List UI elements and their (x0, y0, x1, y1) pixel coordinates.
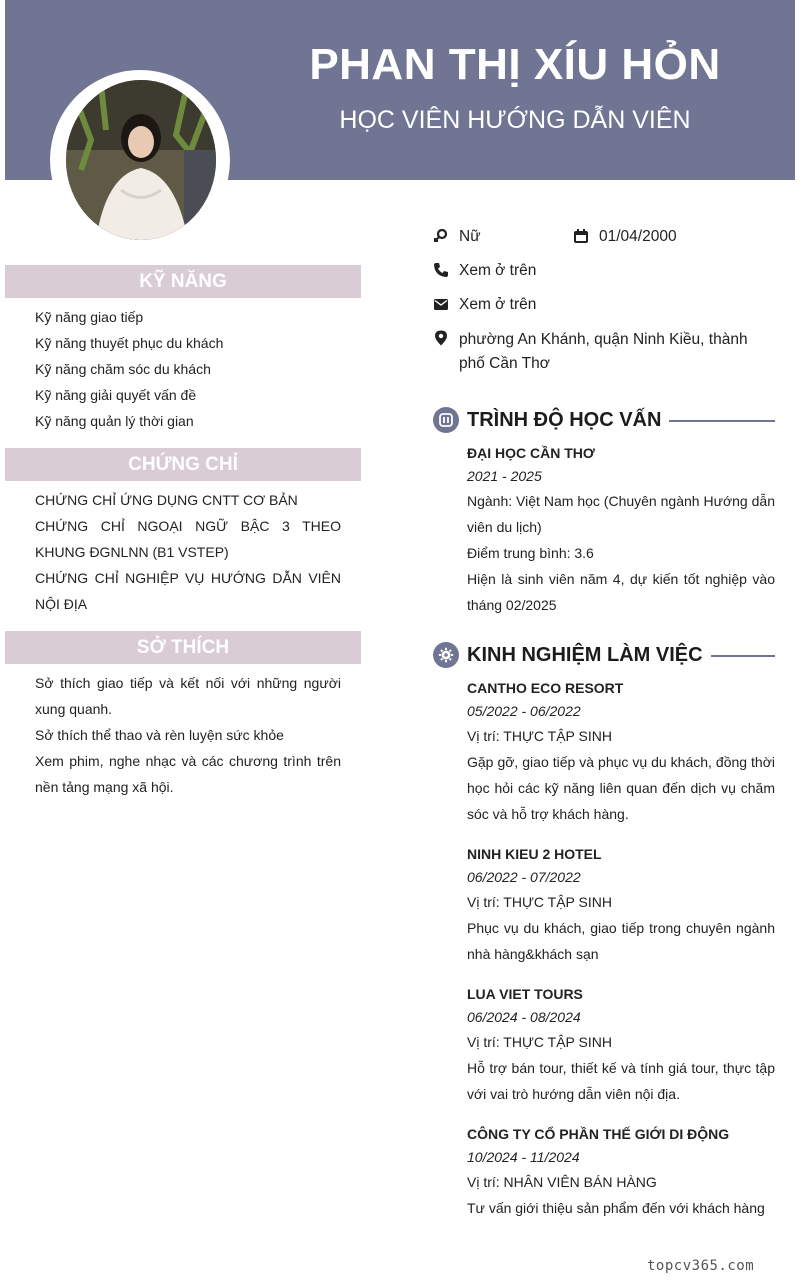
job-entry (433, 677, 775, 827)
job-position: Vị trí: NHÂN VIÊN BÁN HÀNG (467, 1174, 657, 1190)
job-period: 10/2024 - 11/2024 (467, 1149, 580, 1165)
education-line: Điểm trung bình: 3.6 (467, 545, 594, 561)
experience-heading: KINH NGHIỆM LÀM VIỆC (467, 641, 711, 669)
phone-icon (433, 262, 449, 278)
education-entry (433, 442, 775, 618)
email-icon (433, 296, 449, 312)
education-badge (433, 407, 459, 433)
resume-page (5, 0, 795, 1288)
avatar-frame (50, 70, 230, 250)
education-header (433, 406, 775, 436)
job-entry (433, 983, 775, 1107)
job-company: CÔNG TY CỔ PHẦN THẾ GIỚI DI ĐỘNG (467, 1126, 730, 1142)
calendar-icon (573, 228, 589, 244)
dob-value: 01/04/2000 (599, 228, 677, 245)
job-description: Tư vấn giới thiệu sản phẩm đến với khách hàng (467, 1200, 765, 1216)
job-period: 05/2022 - 06/2022 (467, 703, 581, 719)
skill-item: Kỹ năng giao tiếp (35, 309, 144, 325)
education-heading: TRÌNH ĐỘ HỌC VẤN (467, 406, 669, 434)
experience-badge (433, 642, 459, 668)
skill-item: Kỹ năng giải quyết vấn đề (35, 387, 197, 403)
book-icon (438, 412, 454, 428)
candidate-name: PHAN THỊ XÍU HỎN (309, 40, 721, 89)
job-entry (433, 1123, 775, 1221)
hobby-item: Xem phim, nghe nhạc và các chương trình trên nền tảng mạng xã hội. (35, 753, 341, 795)
gender-value: Nữ (459, 228, 481, 245)
experience-section (433, 641, 775, 1221)
hobby-item: Sở thích giao tiếp và kết nối với những người xung quanh. (35, 675, 341, 717)
job-position: Vị trí: THỰC TẬP SINH (467, 894, 612, 910)
contact-info (433, 224, 783, 378)
education-period: 2021 - 2025 (467, 468, 542, 484)
job-description: Hỗ trợ bán tour, thiết kế và tính giá tour, thực tập với vai trò hướng dẫn viên nội địa. (467, 1060, 775, 1102)
experience-header (433, 641, 775, 671)
address-value: phường An Khánh, quận Ninh Kiều, thành phố Cần Thơ (459, 331, 748, 372)
skill-item: Kỹ năng quản lý thời gian (35, 413, 194, 429)
address-row (433, 326, 783, 378)
job-period: 06/2024 - 08/2024 (467, 1009, 581, 1025)
certificates-section (5, 448, 361, 617)
skills-section (5, 265, 361, 434)
job-company: LUA VIET TOURS (467, 986, 583, 1002)
email-value: Xem ở trên (459, 296, 537, 313)
job-period: 06/2022 - 07/2022 (467, 869, 581, 885)
school-name: ĐẠI HỌC CẦN THƠ (467, 445, 595, 461)
skill-item: Kỹ năng thuyết phục du khách (35, 335, 224, 351)
skill-item: Kỹ năng chăm sóc du khách (35, 361, 211, 377)
gear-icon (438, 647, 454, 663)
job-description: Phục vụ du khách, giao tiếp trong chuyên ngành nhà hàng&khách sạn (467, 920, 775, 962)
hobbies-heading: SỞ THÍCH (5, 631, 361, 664)
job-description: Gặp gỡ, giao tiếp và phục vụ du khách, đồng thời học hỏi các kỹ năng liên quan đến dịch vụ chăm sóc và hỗ trợ khách hàng. (467, 754, 775, 822)
certificate-item: CHỨNG CHỈ NGHIỆP VỤ HƯỚNG DẪN VIÊN NỘI ĐỊA (35, 570, 341, 612)
phone-value: Xem ở trên (459, 262, 537, 279)
phone-row (433, 258, 783, 292)
education-section (433, 406, 775, 618)
candidate-title: HỌC VIÊN HƯỚNG DẪN VIÊN (339, 106, 691, 134)
job-company: NINH KIEU 2 HOTEL (467, 846, 602, 862)
job-position: Vị trí: THỰC TẬP SINH (467, 1034, 612, 1050)
job-position: Vị trí: THỰC TẬP SINH (467, 728, 612, 744)
certificate-item: CHỨNG CHỈ NGOẠI NGỮ BẬC 3 THEO KHUNG ĐGNLNN (B1 VSTEP) (35, 518, 341, 560)
education-line: Ngành: Việt Nam học (Chuyên ngành Hướng dẫn viên du lịch) (467, 493, 775, 535)
hobbies-section (5, 631, 361, 800)
avatar-photo (66, 80, 216, 240)
hobby-item: Sở thích thể thao và rèn luyện sức khỏe (35, 727, 284, 743)
footer-watermark: topcv365.com (647, 1258, 755, 1274)
certificate-item: CHỨNG CHỈ ỨNG DỤNG CNTT CƠ BẢN (35, 492, 298, 508)
job-company: CANTHO ECO RESORT (467, 680, 624, 696)
skills-heading: KỸ NĂNG (5, 265, 361, 298)
job-entry (433, 843, 775, 967)
email-row (433, 292, 783, 326)
certificates-heading: CHỨNG CHỈ (5, 448, 361, 481)
location-pin-icon (433, 330, 449, 346)
education-line: Hiện là sinh viên năm 4, dự kiến tốt nghiệp vào tháng 02/2025 (467, 571, 775, 613)
gender-icon (433, 228, 449, 244)
gender-dob-row (433, 224, 783, 258)
